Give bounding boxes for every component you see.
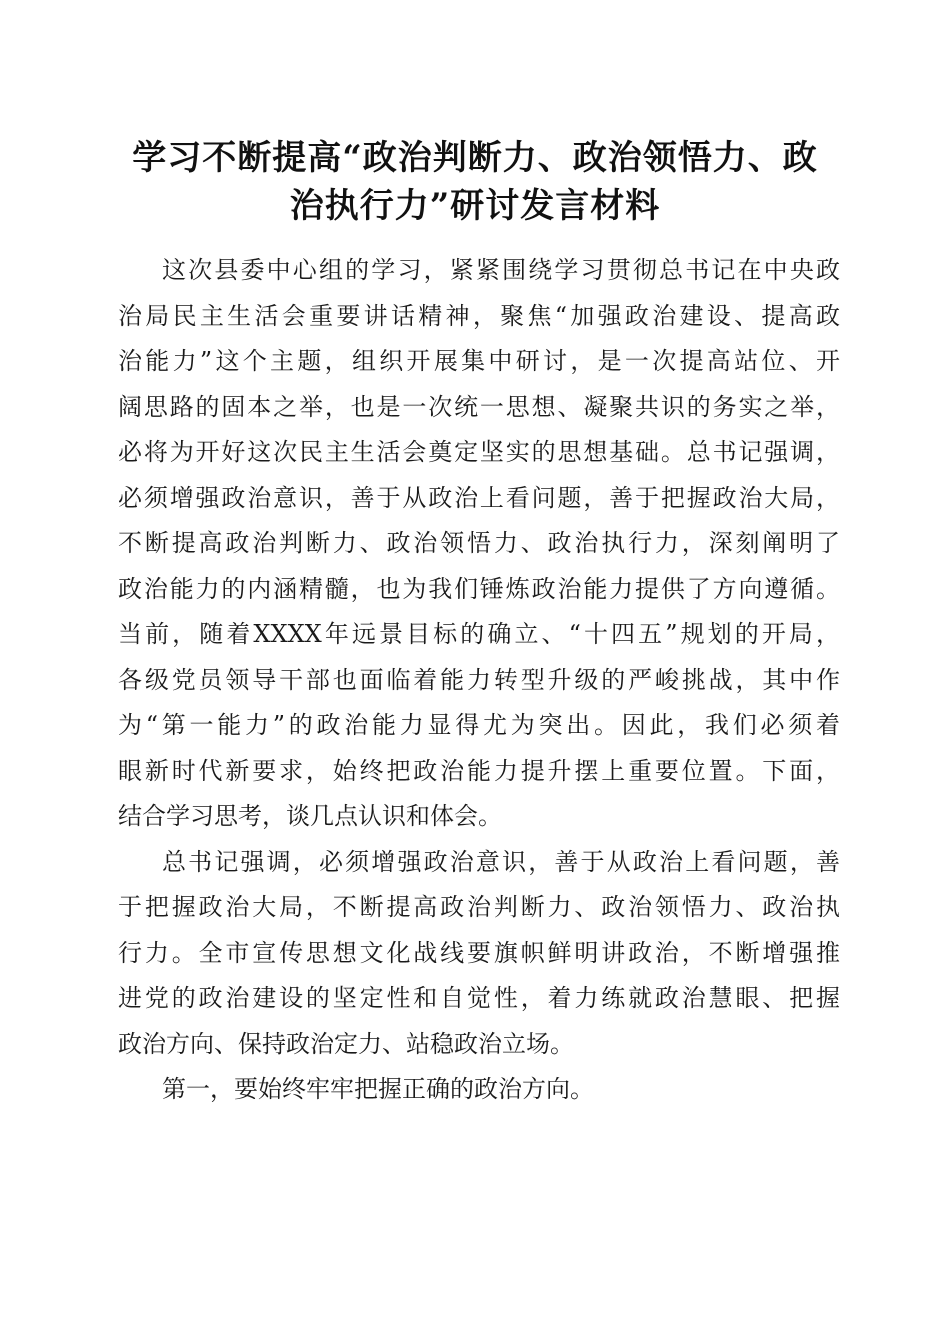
paragraph-line: 当前，随着XXXX年远景目标的确立、“十四五”规划的开局，	[118, 620, 840, 648]
document-body	[118, 248, 840, 1113]
paragraph-line: 结合学习思考，谈几点认识和体会。	[118, 802, 502, 830]
paragraph-line: 第一，要始终牢牢把握正确的政治方向。	[162, 1075, 594, 1103]
paragraph-line: 政治方向、保持政治定力、站稳政治立场。	[118, 1029, 574, 1058]
paragraph-intro	[118, 248, 840, 840]
title-line-2: 治执行力”研讨发言材料	[289, 186, 661, 226]
paragraph-line: 不断提高政治判断力、政治领悟力、政治执行力，深刻阐明了	[118, 529, 840, 557]
paragraph-line: 各级党员领导干部也面临着能力转型升级的严峻挑战，其中作	[118, 665, 840, 694]
paragraph-line: 于把握政治大局，不断提高政治判断力、政治领悟力、政治执	[118, 893, 840, 921]
document-title	[100, 134, 850, 230]
title-line-1: 学习不断提高“政治判断力、政治领悟力、政	[132, 138, 818, 178]
paragraph-line: 治局民主生活会重要讲话精神，聚焦“加强政治建设、提高政	[118, 301, 840, 330]
paragraph-line: 眼新时代新要求，始终把政治能力提升摆上重要位置。下面，	[118, 756, 840, 785]
paragraph-line: 总书记强调，必须增强政治意识，善于从政治上看问题，善	[162, 847, 840, 876]
paragraph-line: 政治能力的内涵精髓，也为我们锤炼政治能力提供了方向遵循。	[118, 574, 840, 603]
paragraph-line: 这次县委中心组的学习，紧紧围绕学习贯彻总书记在中央政	[162, 256, 840, 284]
paragraph-line: 为“第一能力”的政治能力显得尤为突出。因此，我们必须着	[118, 711, 840, 739]
paragraph-line: 必须增强政治意识，善于从政治上看问题，善于把握政治大局，	[118, 483, 840, 512]
paragraph-line: 阔思路的固本之举，也是一次统一思想、凝聚共识的务实之举，	[118, 392, 840, 421]
paragraph-line: 行力。全市宣传思想文化战线要旗帜鲜明讲政治，不断增强推	[118, 938, 840, 967]
section-heading-first	[118, 1067, 840, 1113]
paragraph-line: 必将为开好这次民主生活会奠定坚实的思想基础。总书记强调，	[118, 438, 840, 466]
paragraph-line: 进党的政治建设的坚定性和自觉性，着力练就政治慧眼、把握	[118, 984, 840, 1012]
paragraph-line: 治能力”这个主题，组织开展集中研讨，是一次提高站位、开	[118, 347, 840, 375]
paragraph-requirements	[118, 840, 840, 1068]
